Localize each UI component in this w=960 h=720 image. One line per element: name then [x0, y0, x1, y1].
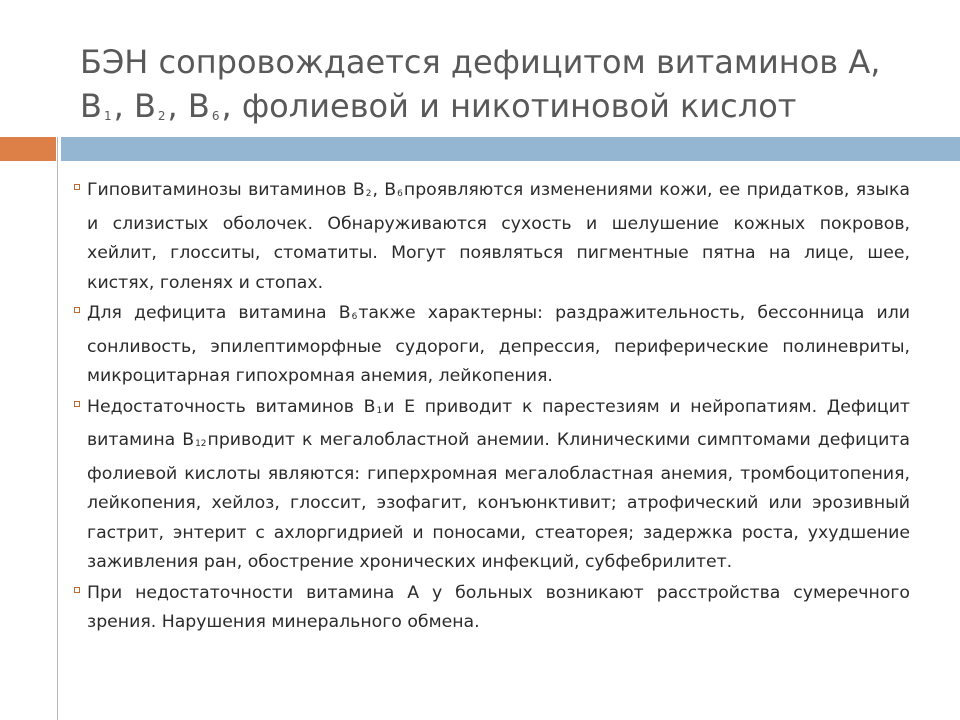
- slide-body: [74, 176, 910, 638]
- bullet-paragraph-1: [74, 176, 910, 298]
- title-line-2: [80, 84, 940, 138]
- accent-bar-blue: [61, 137, 960, 161]
- square-bullet-icon: [74, 587, 80, 593]
- p1-text-a: Гиповитаминозы витаминов B: [87, 180, 365, 200]
- title-b1-subscript: 1: [103, 109, 112, 123]
- p2-text-b: также характерны: раздражительность, бессонница или сонливость, эпилептиморфные судороги, депрессия, периферические полиневриты, микроцитарная гипохромная анемия, лейкопения.: [87, 303, 910, 386]
- p4-text-a: При недостаточности витамина А у больных возникают расстройства сумеречного зрения. Нарушения минерального обмена.: [87, 582, 910, 632]
- square-bullet-icon: [74, 184, 80, 190]
- square-bullet-icon: [74, 401, 80, 407]
- bullet-paragraph-2: [74, 299, 910, 392]
- bullet-paragraph-4: [74, 579, 910, 638]
- bullet-paragraph-3: [74, 393, 910, 578]
- square-bullet-icon: [74, 307, 80, 313]
- title-b2-subscript: 2: [157, 109, 166, 123]
- p2-text-a: Для дефицита витамина B: [87, 303, 351, 323]
- p3-text-a: Недостаточность витаминов B: [87, 396, 376, 417]
- p1-sub-a: 2: [365, 189, 372, 199]
- p3-sub-a: 1: [376, 405, 383, 416]
- title-rest: , фолиевой и никотиновой кислот: [221, 87, 797, 125]
- p1-sub-b: 6: [397, 189, 403, 199]
- accent-bar-orange: [0, 137, 56, 161]
- vertical-divider: [57, 137, 58, 720]
- slide-title: [80, 40, 940, 138]
- p3-text-c: приводит к мегалобластной анемии. Клиническими симптомами дефицита фолиевой кислоты являются: гиперхромная мегалобластная анемия, тромбоцитопения, лейкопения, хейлоз, глоссит, эзофагит, конъюнктивит; атрофический или эрозивный гастрит, энтерит с ахлоргидрией и поносами, стеаторея; задержка роста, ухудшение заживления ран, обострение хронических инфекций, субфебрилитет.: [87, 430, 911, 572]
- p1-text-c: проявляются изменениями кожи, ее придатков, языка и слизистых оболочек. Обнаруживаются сухость и шелушение кожных покровов, хейлит, глосситы, стоматиты. Могут появляться пигментные пятна на лице, шее, кистях, голенях и стопах.: [87, 180, 911, 293]
- title-b2: , B: [113, 87, 156, 125]
- title-b6-subscript: 6: [211, 109, 220, 123]
- p3-sub-b: 12: [195, 439, 207, 449]
- title-b6: , B: [167, 87, 210, 125]
- title-b1: B: [80, 87, 102, 125]
- p3-text-b: и Е приводит к парестезиям и нейропатиям. Дефицит витамина B: [87, 396, 910, 450]
- p2-sub-a: 6: [351, 312, 358, 322]
- title-line-1: БЭН сопровождается дефицитом витаминов A,: [80, 43, 881, 81]
- p1-text-b: , B: [372, 180, 397, 200]
